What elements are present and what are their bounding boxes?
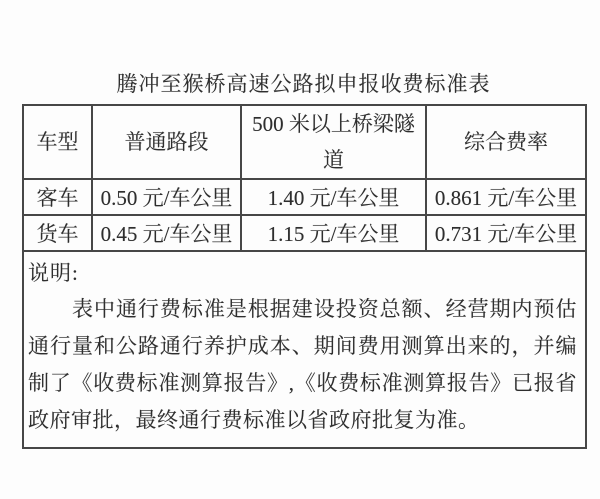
header-vehicle-type: 车型 [23,105,92,179]
cell-truck-vehicle: 货车 [23,215,92,251]
header-ordinary-section: 普通路段 [92,105,241,179]
cell-truck-bridge-rate: 1.15 元/车公里 [241,215,426,251]
header-bridge-tunnel: 500 米以上桥梁隧道 [241,105,426,179]
header-composite-rate: 综合费率 [426,105,586,179]
note-label: 说明: [28,261,79,285]
note-cell [23,251,586,448]
cell-passenger-bridge-rate: 1.40 元/车公里 [241,179,426,215]
cell-truck-ordinary-rate: 0.45 元/车公里 [92,215,241,251]
note-text: 表中通行费标准是根据建设投资总额、经营期内预估通行量和公路通行养护成本、期间费用测算出来的，并编制了《收费标准测算报告》,《收费标准测算报告》已报省政府审批，最终通行费标准以省政府批复为准。 [28,297,577,432]
cell-passenger-composite-rate: 0.861 元/车公里 [426,179,586,215]
table-row-truck [23,215,586,251]
table-header-row [23,105,586,179]
cell-passenger-ordinary-rate: 0.50 元/车公里 [92,179,241,215]
toll-rate-table [22,104,587,449]
table-row-passenger-car [23,179,586,215]
document-title: 腾冲至猴桥高速公路拟申报收费标准表 [116,72,491,96]
cell-truck-composite-rate: 0.731 元/车公里 [426,215,586,251]
note-row [23,251,586,448]
cell-passenger-vehicle: 客车 [23,179,92,215]
